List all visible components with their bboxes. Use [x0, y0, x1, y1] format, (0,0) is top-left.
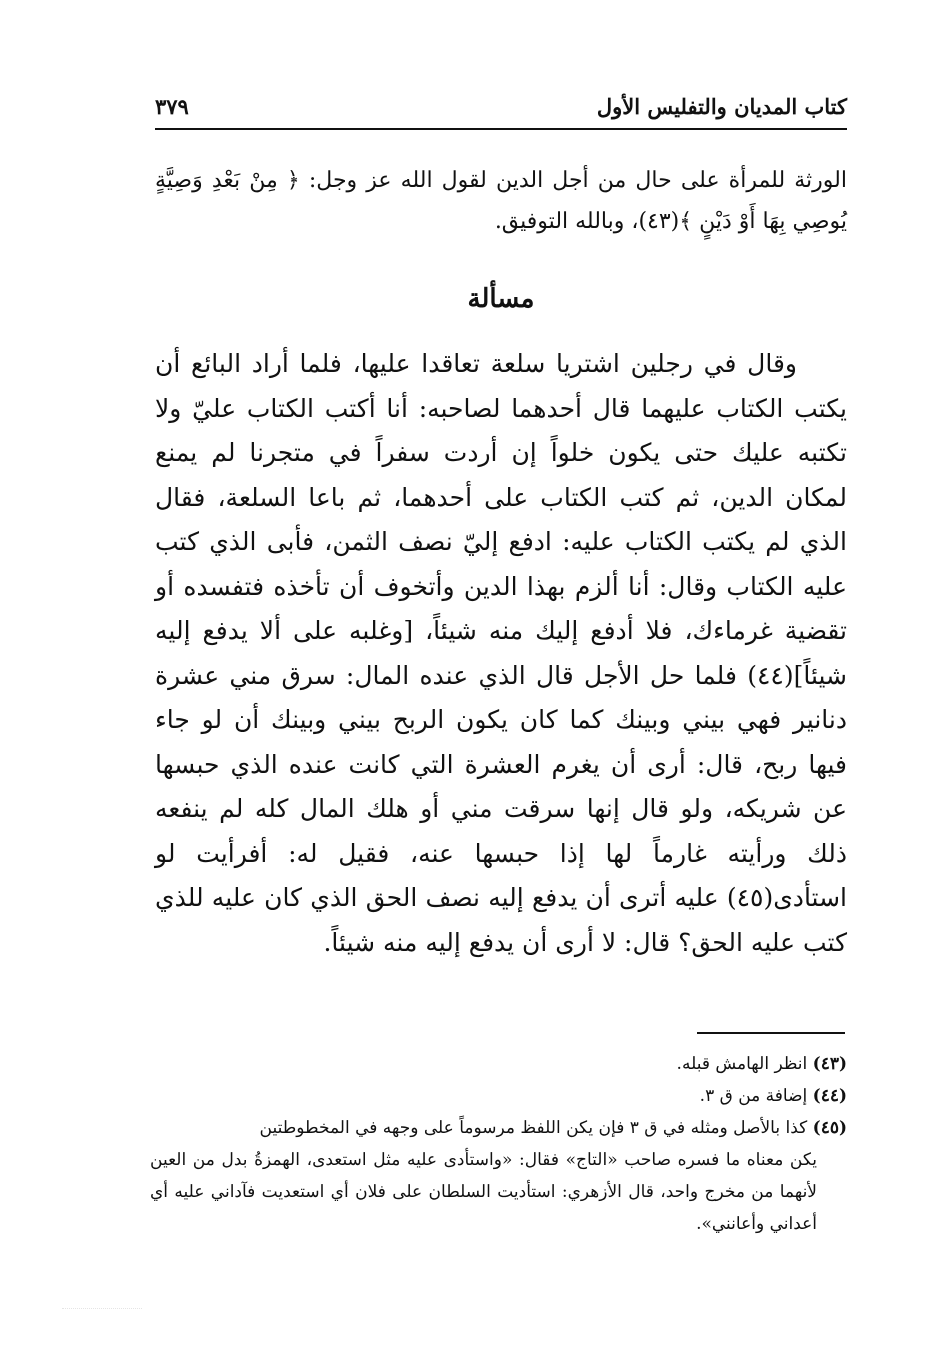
footnote-divider [697, 1032, 845, 1034]
footnote-number: (٤٣) [812, 1054, 847, 1074]
footnote-text: انظر الهامش قبله. [676, 1054, 808, 1074]
body-paragraph: وقال في رجلين اشتريا سلعة تعاقدا عليها، فلما أراد البائع أن يكتب الكتاب عليهما قال أحدهما لصاحبه: أنا أكتب الكتاب عليّ ولا تكتبه عليك حتى يكون خلواً إن أردت سفراً في متجرنا لم يمنع لمكان الدين، ثم كتب الكتاب على أحدهما، ثم باعا السلعة، فقال الذي لم يكتب الكتاب عليه: ادفع إليّ نصف الثمن، فأبى الذي كتب عليه الكتاب وقال: أنا ألزم بهذا الدين وأتخوف أن تأخذه فتفسده أو تقضية غرماءك، فلا أدفع إليك منه شيئاً، [وغلبه على ألا يدفع إليه شيئاً](٤٤) فلما حل الأجل قال الذي عنده المال: سرق مني عشرة دنانير فهي بيني وبينك كما كان يكون الربح بيني وبينك أن لو جاء فيها ربح، قال: أرى أن يغرم العشرة التي كانت عنده الذي حبسها عن شريكه، ولو قال إنها سرقت مني أو هلك المال كله لم ينفعه ذلك ورأيته غارماً لها إذا حبسها عنه، فقيل له: أفرأيت لو استأدى(٤٥) عليه أترى أن يدفع إليه نصف الحق الذي كان عليه للذي كتب عليه الحق؟ قال: لا أرى أن يدفع إليه منه شيئاً. [155, 349, 847, 957]
page-header [155, 92, 847, 130]
footnotes [150, 1048, 847, 1240]
footnote-text: إضافة من ق ٣. [699, 1086, 808, 1106]
intro-paragraph: الورثة للمرأة على حال من أجل الدين لقول الله عز وجل: ﴿ مِنْ بَعْدِ وَصِيَّةٍ يُوصِي بِهَا أَوْ دَيْنٍ ﴾(٤٣)، وبالله التوفيق. [155, 168, 847, 234]
page-number: ٣٧٩ [155, 94, 189, 119]
section-heading: مسألة [467, 284, 535, 314]
footnote-43 [150, 1048, 847, 1080]
scan-speckles [62, 1308, 142, 1313]
footnote-continuation: يكن معناه ما فسره صاحب «التاج» فقال: «واستأدى عليه مثل استعدى، الهمزةُ بدل من العين لأنهما من مخرج واحد، قال الأزهري: استأديت السلطان على فلان أي استعديت فآداني عليه أي أعداني وأعانني». [150, 1150, 817, 1234]
footnote-number: (٤٤) [812, 1086, 847, 1106]
footnote-45 [150, 1112, 847, 1240]
footnote-44 [150, 1080, 847, 1112]
footnote-number: (٤٥) [812, 1118, 847, 1138]
running-title: كتاب المديان والتفليس الأول [596, 94, 847, 119]
footnote-text: كذا بالأصل ومثله في ق ٣ فإن يكن اللفظ مرسوماً على وجهه في المخطوطتين [259, 1118, 808, 1138]
